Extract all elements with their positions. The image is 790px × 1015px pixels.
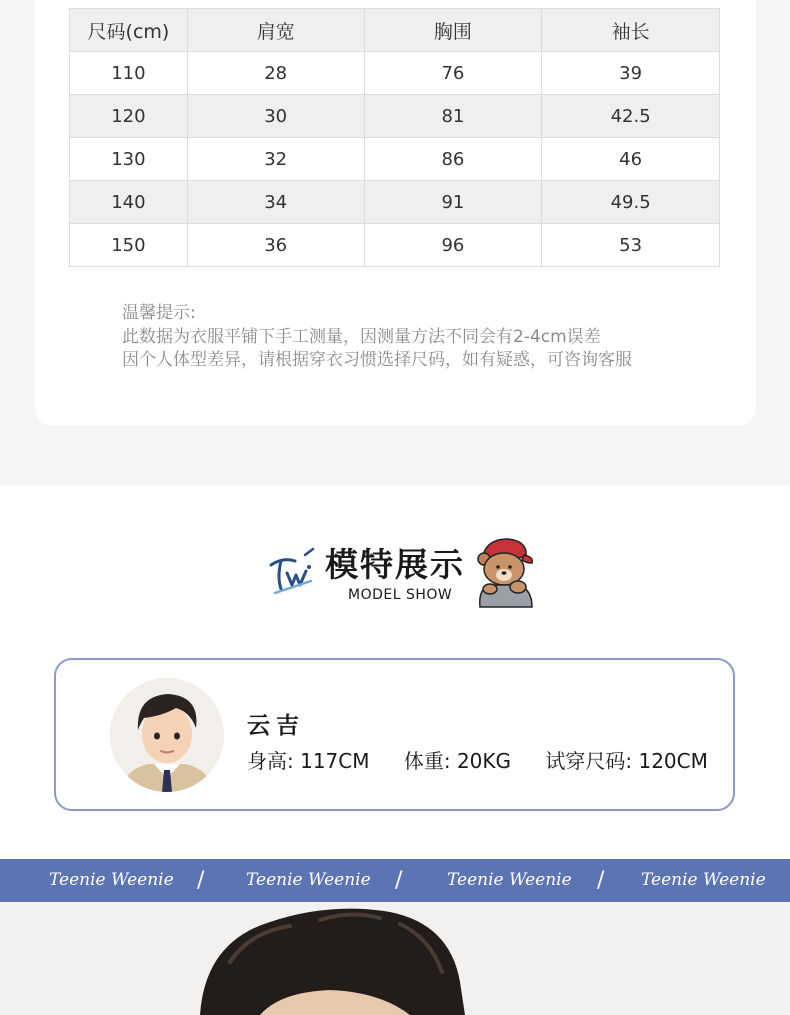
header-size: 尺码(cm) [70, 9, 188, 52]
model-stats [247, 745, 736, 774]
brand-separator: / [395, 868, 403, 893]
table-row [70, 138, 720, 181]
cell-sleeve: 53 [542, 224, 720, 267]
cell-size: 140 [70, 181, 188, 224]
brand-separator: / [197, 868, 205, 893]
cell-chest: 96 [364, 224, 542, 267]
model-avatar [110, 678, 224, 792]
cell-sleeve: 42.5 [542, 95, 720, 138]
model-weight: 体重: 20KG [403, 749, 512, 773]
model-height: 身高: 117CM [247, 749, 370, 773]
model-size: 试穿尺码: 120CM [545, 749, 708, 773]
cell-shoulder: 32 [187, 138, 364, 181]
cell-chest: 86 [364, 138, 542, 181]
cell-shoulder: 28 [187, 52, 364, 95]
cell-sleeve: 49.5 [542, 181, 720, 224]
cell-chest: 76 [364, 52, 542, 95]
cell-shoulder: 30 [187, 95, 364, 138]
cell-size: 150 [70, 224, 188, 267]
table-row [70, 181, 720, 224]
brand-name: Teenie Weenie [641, 870, 766, 890]
section-title-en: MODEL SHOW [348, 587, 453, 603]
size-tips [122, 302, 632, 373]
size-table [69, 8, 720, 267]
cell-shoulder: 34 [187, 181, 364, 224]
section-title-cn: 模特展示 [325, 545, 465, 584]
cell-sleeve: 39 [542, 52, 720, 95]
model-hair-photo-icon [0, 902, 790, 1015]
header-chest: 胸围 [364, 9, 542, 52]
header-shoulder: 肩宽 [187, 9, 364, 52]
brand-name: Teenie Weenie [447, 870, 572, 890]
tips-line: 因个人体型差异，请根据穿衣习惯选择尺码，如有疑惑，可咨询客服 [122, 350, 632, 370]
model-name: 云吉 [247, 713, 305, 739]
header-sleeve: 袖长 [542, 9, 720, 52]
table-row [70, 95, 720, 138]
cell-chest: 81 [364, 95, 542, 138]
table-row [70, 224, 720, 267]
table-header-row [70, 9, 720, 52]
model-portrait-icon [110, 678, 224, 792]
cell-chest: 91 [364, 181, 542, 224]
table-row [70, 52, 720, 95]
cell-size: 110 [70, 52, 188, 95]
tips-title: 温馨提示: [122, 303, 196, 323]
brand-separator: / [597, 868, 605, 893]
brand-name: Teenie Weenie [49, 870, 174, 890]
cell-size: 120 [70, 95, 188, 138]
cell-sleeve: 46 [542, 138, 720, 181]
brand-banner [0, 859, 790, 902]
cell-shoulder: 36 [187, 224, 364, 267]
model-photo [0, 902, 790, 1015]
brand-name: Teenie Weenie [246, 870, 371, 890]
tw-logo-icon [265, 547, 317, 599]
cell-size: 130 [70, 138, 188, 181]
section-title [262, 533, 537, 608]
tips-line: 此数据为衣服平铺下手工测量，因测量方法不同会有2-4cm误差 [122, 326, 601, 347]
bear-mascot-icon [474, 533, 536, 608]
